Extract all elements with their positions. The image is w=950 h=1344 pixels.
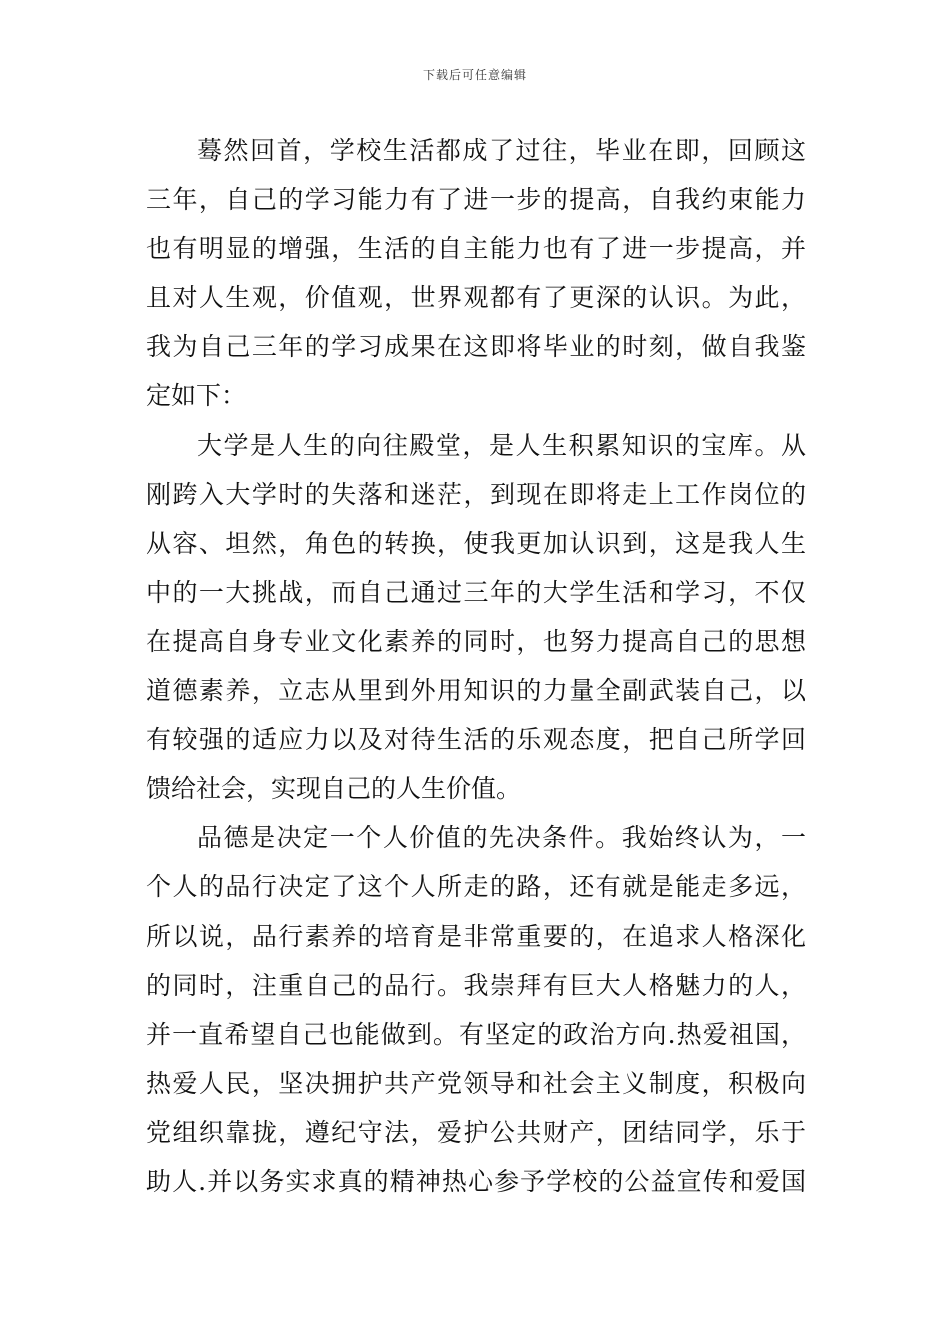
paragraph-line: 三年，自己的学习能力有了进一步的提高，自我约束能力 — [146, 185, 806, 215]
paragraph-line: 品德是决定一个人价值的先决条件。我始终认为，一 — [197, 823, 806, 853]
paragraph-line: 的同时，注重自己的品行。我崇拜有巨大人格魅力的人， — [146, 970, 806, 1000]
paragraph-line: 定如下： — [146, 381, 247, 411]
paragraph-line: 助人.并以务实求真的精神热心参予学校的公益宣传和爱国 — [146, 1166, 806, 1196]
paragraph-line: 中的一大挑战，而自己通过三年的大学生活和学习，不仅 — [146, 577, 806, 607]
paragraph-3 — [146, 813, 806, 1206]
paragraph-line: 有较强的适应力以及对待生活的乐观态度，把自己所学回 — [146, 725, 806, 755]
paragraph-line: 党组织靠拢，遵纪守法，爱护公共财产，团结同学，乐于 — [146, 1117, 806, 1147]
paragraph-line: 也有明显的增强，生活的自主能力也有了进一步提高，并 — [146, 234, 806, 264]
header-note: 下载后可任意编辑 — [422, 68, 527, 82]
paragraph-line: 大学是人生的向往殿堂，是人生积累知识的宝库。从 — [197, 430, 806, 460]
paragraph-line: 热爱人民，坚决拥护共产党领导和社会主义制度，积极向 — [146, 1068, 806, 1098]
paragraph-line: 所以说，品行素养的培育是非常重要的，在追求人格深化 — [146, 921, 806, 951]
paragraph-line: 从容、坦然，角色的转换，使我更加认识到，这是我人生 — [146, 528, 806, 558]
paragraph-1 — [146, 126, 806, 421]
paragraph-line: 个人的品行决定了这个人所走的路，还有就是能走多远， — [146, 872, 806, 902]
paragraph-line: 我为自己三年的学习成果在这即将毕业的时刻，做自我鉴 — [146, 332, 806, 362]
paragraph-line: 并一直希望自己也能做到。有坚定的政治方向.热爱祖国， — [146, 1019, 806, 1049]
paragraph-line: 馈给社会，实现自己的人生价值。 — [146, 774, 522, 804]
paragraph-line: 且对人生观，价值观，世界观都有了更深的认识。为此， — [146, 283, 806, 313]
paragraph-2 — [146, 421, 806, 814]
document-body — [146, 126, 806, 1206]
paragraph-line: 在提高自身专业文化素养的同时，也努力提高自己的思想 — [146, 626, 806, 656]
paragraph-line: 刚跨入大学时的失落和迷茫，到现在即将走上工作岗位的 — [146, 479, 806, 509]
paragraph-line: 道德素养，立志从里到外用知识的力量全副武装自己，以 — [146, 676, 806, 706]
paragraph-line: 蓦然回首，学校生活都成了过往，毕业在即，回顾这 — [197, 136, 806, 165]
